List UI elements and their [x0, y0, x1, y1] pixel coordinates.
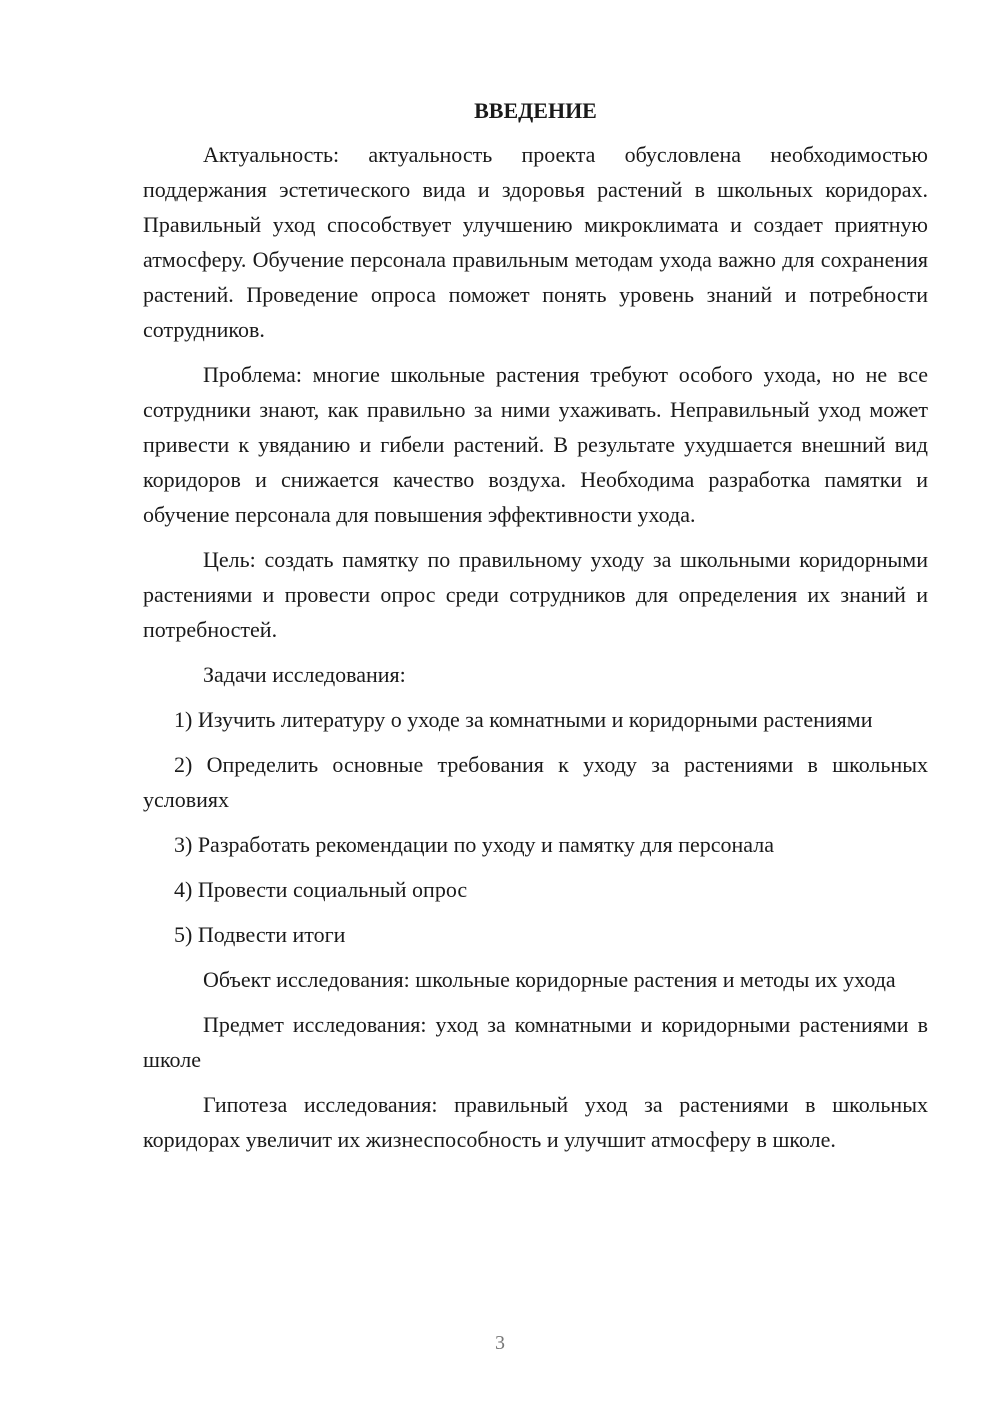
task-item: 4) Провести социальный опрос [174, 877, 468, 902]
page-content [143, 93, 928, 1167]
problem-paragraph: Проблема: многие школьные растения требуют особого ухода, но не все сотрудники знают, как правильно за ними ухаживать. Неправильный уход может привести к увяданию и гибели растений. В результате ухудшается внешний вид коридоров и снижается качество воздуха. Необходима разработка памятки и обучение персонала для повышения эффективности ухода. [143, 362, 928, 527]
task-item: 5) Подвести итоги [174, 922, 346, 947]
task-item: 3) Разработать рекомендации по уходу и памятку для персонала [174, 832, 774, 857]
tasks-heading: Задачи исследования: [203, 662, 406, 687]
object-paragraph: Объект исследования: школьные коридорные растения и методы их ухода [203, 967, 896, 992]
page-number: 3 [495, 1332, 505, 1354]
goal-paragraph: Цель: создать памятку по правильному уходу за школьными коридорными растениями и провести опрос среди сотрудников для определения их знаний и потребностей. [143, 547, 928, 642]
subject-paragraph: Предмет исследования: уход за комнатными и коридорными растениями в школе [143, 1012, 928, 1072]
relevance-paragraph: Актуальность: актуальность проекта обусловлена необходимостью поддержания эстетического вида и здоровья растений в школьных коридорах. Правильный уход способствует улучшению микроклимата и создает приятную атмосферу. Обучение персонала правильным методам ухода важно для сохранения растений. Проведение опроса поможет понять уровень знаний и потребности сотрудников. [143, 142, 928, 342]
task-item: 1) Изучить литературу о уходе за комнатными и коридорными растениями [174, 707, 873, 732]
hypothesis-paragraph: Гипотеза исследования: правильный уход за растениями в школьных коридорах увеличит их жизнеспособность и улучшит атмосферу в школе. [143, 1092, 928, 1152]
page-title: ВВЕДЕНИЕ [474, 98, 597, 123]
task-item: 2) Определить основные требования к уходу за растениями в школьных условиях [143, 752, 928, 812]
